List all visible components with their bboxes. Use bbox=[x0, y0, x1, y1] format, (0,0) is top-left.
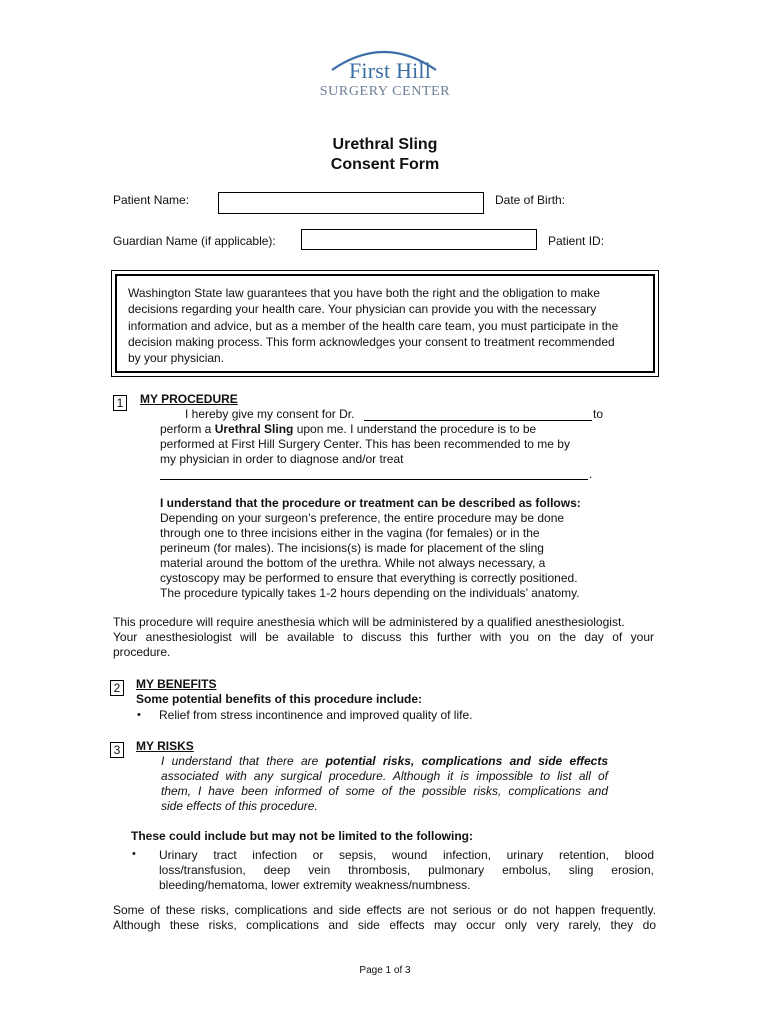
notice-line: by your physician. bbox=[128, 351, 225, 366]
describe-line: material around the bottom of the urethra. While not always necessary, a bbox=[160, 556, 546, 570]
anesthesia-line: This procedure will require anesthesia which will be administered by a qualified anesthesiologist. bbox=[113, 615, 625, 629]
notice-box bbox=[111, 270, 659, 377]
procedure-line-4: my physician in order to diagnose and/or treat bbox=[160, 452, 404, 466]
bullet-icon: • bbox=[137, 709, 141, 721]
section-number-2: 2 bbox=[110, 680, 124, 696]
risk-line: bleeding/hematoma, lower extremity weakness/numbness. bbox=[159, 878, 471, 892]
anesthesia-line: procedure. bbox=[113, 645, 171, 659]
procedure-line-2: perform a Urethral Sling upon me. I understand the procedure is to be bbox=[160, 422, 537, 436]
notice-line: Washington State law guarantees that you have both the right and the obligation to make bbox=[128, 286, 600, 300]
section-heading-procedure: MY PROCEDURE bbox=[140, 392, 238, 406]
risks-intro-line: associated with any surgical procedure. Although it is impossible to list all of bbox=[161, 769, 608, 783]
page-number: Page 1 of 3 bbox=[359, 965, 411, 976]
risks-list-heading: These could include but may not be limited to the following: bbox=[131, 829, 474, 843]
section-heading-benefits: MY BENEFITS bbox=[136, 677, 217, 691]
benefits-subheading: Some potential benefits of this procedure include: bbox=[136, 692, 423, 706]
logo-name: First Hill bbox=[348, 58, 432, 83]
consent-prefix: I hereby give my consent for Dr. bbox=[185, 407, 355, 421]
notice-line: decisions regarding your health care. Your physician can provide you with the necessary bbox=[128, 302, 597, 317]
title-line-1: Urethral Sling bbox=[332, 136, 438, 153]
bullet-icon: • bbox=[132, 848, 136, 860]
risks-intro-line: side effects of this procedure. bbox=[161, 799, 318, 813]
describe-line: The procedure typically takes 1-2 hours depending on the individuals’ anatomy. bbox=[160, 586, 580, 600]
closing-line: Some of these risks, complications and side effects are not serious or do not happen frequently. bbox=[113, 903, 656, 917]
notice-line: information and advice, but as a member of the health care team, you must participate in the bbox=[128, 318, 619, 333]
anesthesia-line: Your anesthesiologist will be available to discuss this further with you on the day of your bbox=[113, 630, 654, 644]
guardian-name-label: Guardian Name (if applicable): bbox=[113, 234, 276, 248]
describe-line: Depending on your surgeon’s preference, the entire procedure may be done bbox=[160, 511, 565, 525]
section-number-3: 3 bbox=[110, 742, 124, 758]
title-line-2: Consent Form bbox=[330, 156, 440, 173]
closing-line: Although these risks, complications and side effects may occur only very rarely, they do bbox=[113, 918, 656, 932]
risks-intro-line: them, I have been informed of some of the possible risks, complications and bbox=[161, 784, 608, 798]
diagnosis-line-period: . bbox=[589, 467, 593, 481]
notice-line: decision making process. This form acknowledges your consent to treatment recommended bbox=[128, 334, 615, 349]
date-of-birth-label: Date of Birth: bbox=[495, 193, 566, 207]
doctor-name-line[interactable] bbox=[364, 420, 592, 421]
guardian-name-field[interactable] bbox=[301, 229, 537, 250]
describe-line: cystoscopy may be performed to ensure that everything is correctly positioned. bbox=[160, 571, 578, 585]
risks-intro-line: I understand that there are potential risks, complications and side effects bbox=[161, 754, 609, 768]
risk-line: Urinary tract infection or sepsis, wound infection, urinary retention, blood bbox=[159, 848, 654, 862]
consent-suffix: to bbox=[593, 407, 604, 421]
patient-name-field[interactable] bbox=[218, 192, 484, 214]
benefit-item: Relief from stress incontinence and improved quality of life. bbox=[159, 708, 473, 722]
section-heading-risks: MY RISKS bbox=[136, 739, 194, 753]
risk-line: loss/transfusion, deep vein thrombosis, pulmonary embolus, sling erosion, bbox=[159, 863, 654, 877]
diagnosis-line[interactable] bbox=[160, 479, 588, 480]
patient-name-label: Patient Name: bbox=[113, 193, 190, 207]
section-number-1: 1 bbox=[113, 395, 127, 411]
describe-line: perineum (for males). The incisions(s) is made for placement of the sling bbox=[160, 541, 544, 555]
describe-line: through one to three incisions either in the vagina (for females) or in the bbox=[160, 526, 540, 540]
procedure-line-3: performed at First Hill Surgery Center. This has been recommended to me by bbox=[160, 437, 570, 451]
logo-subtitle: SURGERY CENTER bbox=[319, 84, 451, 99]
patient-id-label: Patient ID: bbox=[548, 234, 605, 248]
describe-heading: I understand that the procedure or treatment can be described as follows: bbox=[160, 496, 581, 510]
